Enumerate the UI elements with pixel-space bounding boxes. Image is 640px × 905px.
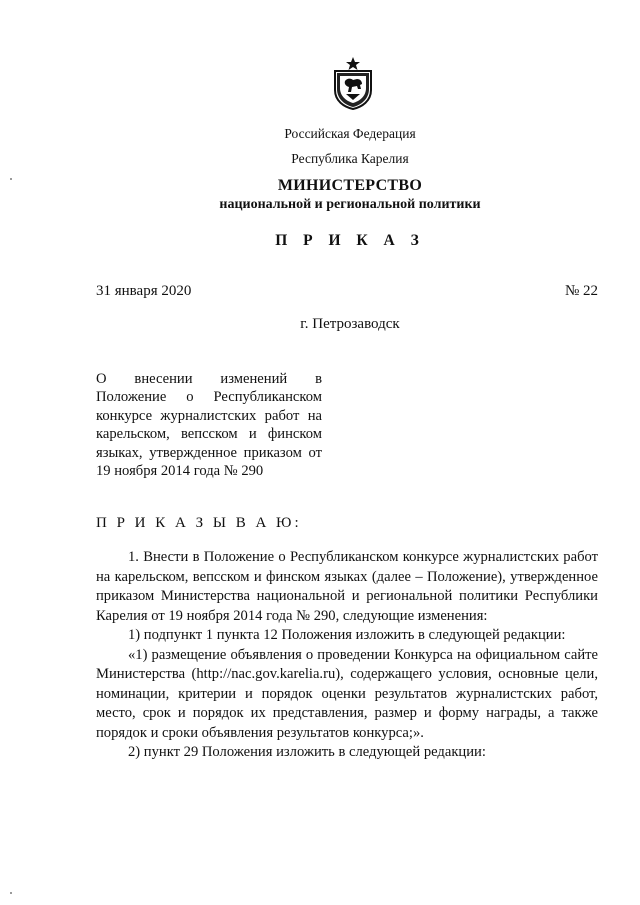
document-type: П Р И К А З xyxy=(275,232,425,249)
order-body xyxy=(96,548,598,763)
body-paragraph: 1. Внести в Положение о Республиканском конкурсе журналистских работ на карельском, вепсском и финском языках (далее – Положение), утвержденное приказом Министерства национальной и региональной политики Республики Карелия от 19 ноября 2014 года № 290, следующие изменения: xyxy=(96,549,598,624)
body-paragraph: 2) пункт 29 Положения изложить в следующей редакции: xyxy=(128,744,486,760)
order-city: г. Петрозаводск xyxy=(300,316,400,332)
order-number: № 22 xyxy=(564,283,598,299)
scan-mark xyxy=(10,892,12,894)
country-name: Российская Федерация xyxy=(284,126,416,141)
orders-heading: П Р И К А З Ы В А Ю: xyxy=(96,515,302,531)
order-date: 31 января 2020 xyxy=(96,283,192,299)
ministry-subtitle: национальной и региональной политики xyxy=(219,197,481,212)
karelia-coat-of-arms-icon xyxy=(332,56,374,110)
ministry-title: МИНИСТЕРСТВО xyxy=(277,177,423,194)
order-subject: О внесении изменений в Положение о Республиканском конкурсе журналистских работ на карельском, вепсском и финском языках, утвержденное приказом от 19 ноября 2014 года № 290 xyxy=(96,371,322,480)
republic-name: Республика Карелия xyxy=(291,151,409,166)
body-paragraph: 1) подпункт 1 пункта 12 Положения изложить в следующей редакции: xyxy=(128,627,566,643)
body-paragraph: «1) размещение объявления о проведении Конкурса на официальном сайте Министерства (http://nac.gov.karelia.ru), содержащего условия, основные цели, номинации, критерии и порядок оценки результатов журналистских работ, место, срок и порядок их представления, размер и форму награды, а также порядок и сроки объявления результатов конкурса;». xyxy=(96,646,598,741)
scan-mark xyxy=(10,178,12,180)
